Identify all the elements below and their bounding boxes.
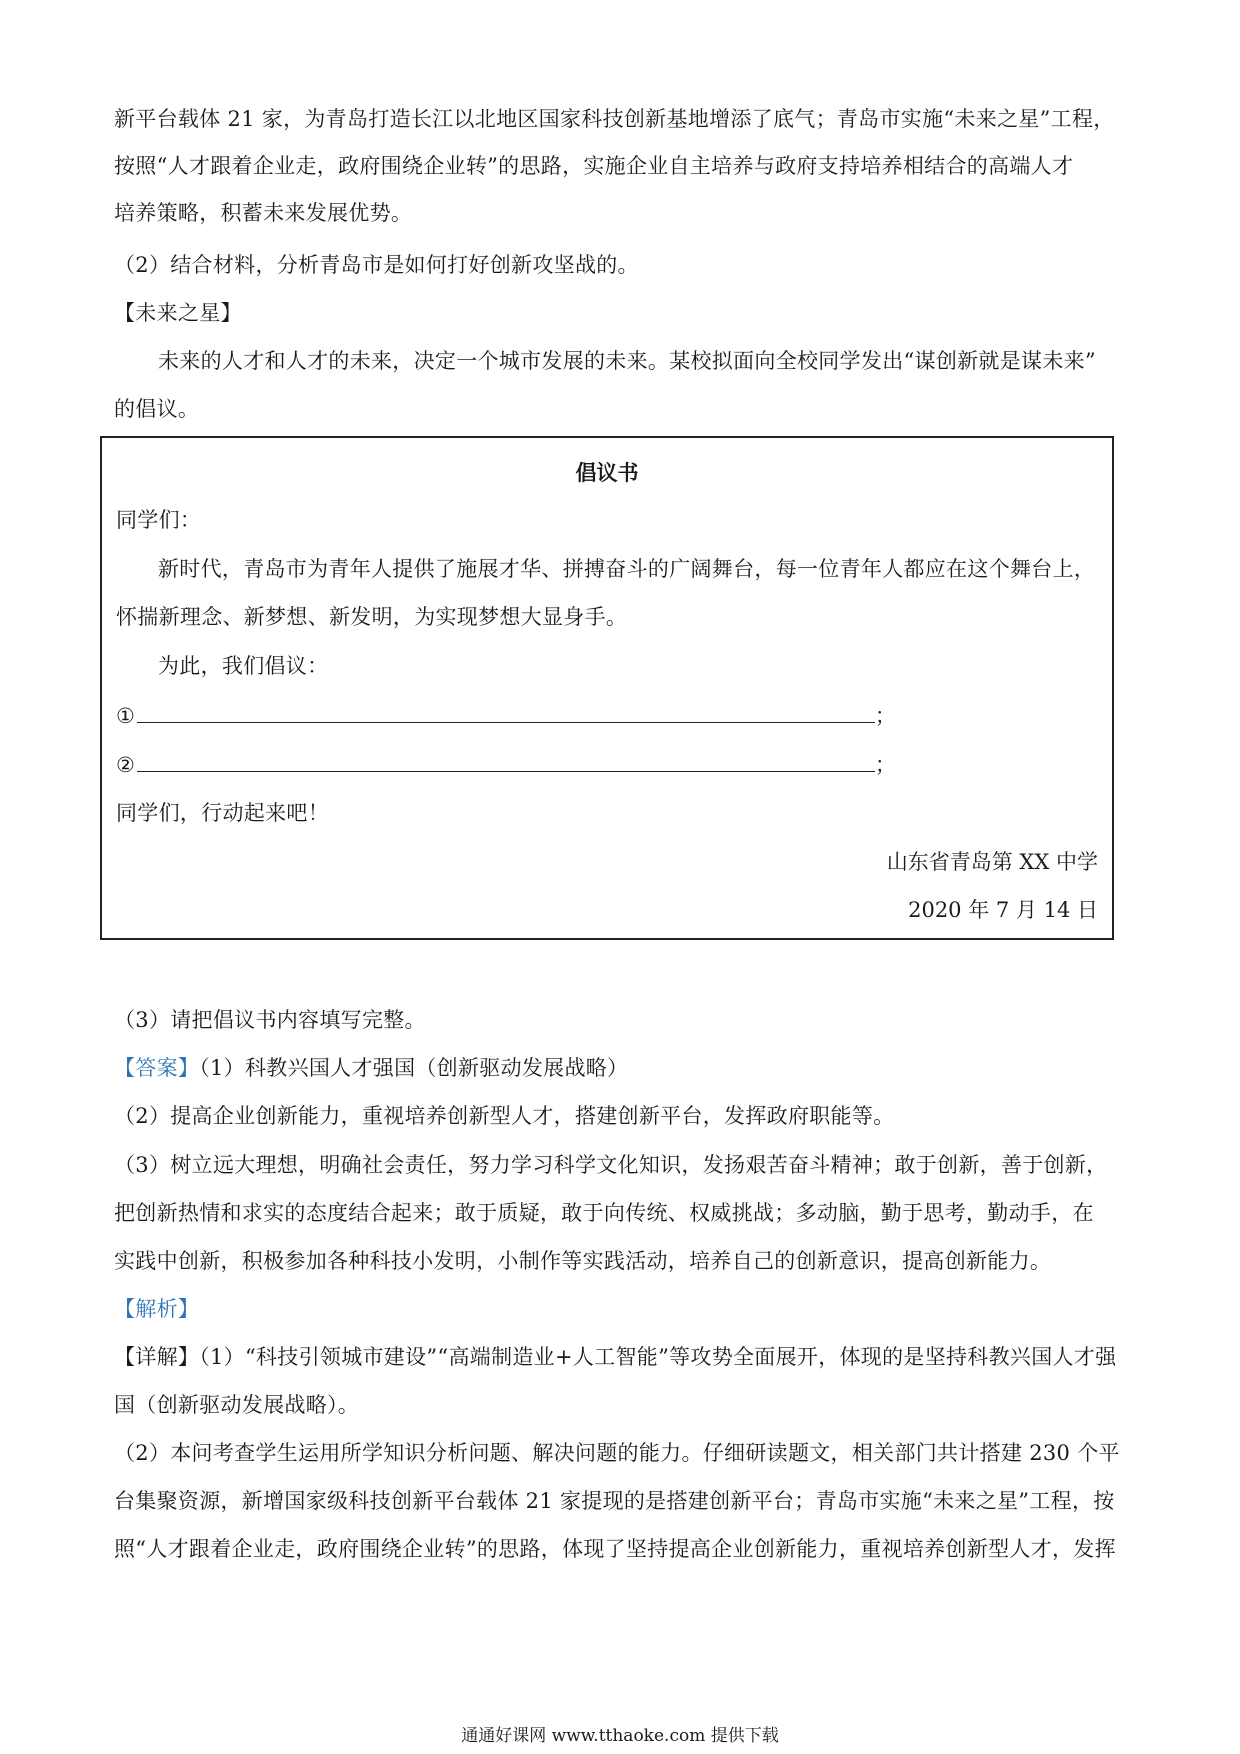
proposal-box — [100, 436, 1114, 940]
proposal-signer: 山东省青岛第 XX 中学 — [886, 850, 1098, 874]
future-star-heading: 【未来之星】 — [114, 301, 242, 325]
proposal-blank-2 — [116, 749, 896, 780]
proposal-body-2: 怀揣新理念、新梦想、新发明，为实现梦想大显身手。 — [116, 605, 628, 629]
proposal-body-1: 新时代，青岛市为青年人提供了施展才华、拼搏奋斗的广阔舞台，每一位青年人都应在这个舞台上， — [158, 557, 1096, 581]
blank-underline — [137, 700, 875, 723]
proposal-lead: 为此，我们倡议： — [158, 654, 329, 678]
answer-1 — [114, 1053, 1134, 1083]
detail-1-text: （1）“科技引领城市建设”“高端制造业+人工智能”等攻势全面展开，体现的是坚持科教兴国人才强 — [199, 1345, 1117, 1369]
blank-end: ； — [874, 753, 896, 777]
proposal-date: 2020 年 7 月 14 日 — [908, 898, 1098, 922]
detail-1-line-1 — [114, 1342, 1134, 1372]
page-footer: 通通好课网 www.tthaoke.com 提供下载 — [461, 1726, 779, 1746]
proposal-greeting: 同学们： — [116, 508, 202, 532]
blank-end: ； — [874, 704, 896, 728]
detail-2-line-2: 台集聚资源，新增国家级科技创新平台载体 21 家提现的是搭建创新平台；青岛市实施“未来之星”工程，按 — [114, 1489, 1115, 1513]
blank-underline — [137, 749, 875, 772]
proposal-closing: 同学们，行动起来吧！ — [116, 801, 329, 825]
answer-3-line-3: 实践中创新，积极参加各种科技小发明，小制作等实践活动，培养自己的创新意识，提高创新能力。 — [114, 1249, 1052, 1273]
detail-1-line-2: 国（创新驱动发展战略）。 — [114, 1393, 360, 1417]
answer-3-line-2: 把创新热情和求实的态度结合起来；敢于质疑，敢于向传统、权威挑战；多动脑，勤于思考，勤动手，在 — [114, 1201, 1094, 1225]
question-3: （3）请把倡议书内容填写完整。 — [114, 1008, 426, 1032]
blank-marker: ② — [116, 753, 135, 777]
future-star-text-2: 的倡议。 — [114, 397, 200, 421]
blank-marker: ① — [116, 704, 135, 728]
material-line-2: 按照“人才跟着企业走，政府围绕企业转”的思路，实施企业自主培养与政府支持培养相结合的高端人才 — [114, 154, 1074, 178]
answer-1-text: （1）科教兴国人才强国（创新驱动发展战略） — [199, 1056, 629, 1080]
analysis-label: 【解析】 — [114, 1297, 200, 1321]
answer-2: （2）提高企业创新能力，重视培养创新型人才，搭建创新平台，发挥政府职能等。 — [114, 1104, 895, 1128]
proposal-title: 倡议书 — [575, 460, 639, 485]
detail-2-line-1: （2）本问考查学生运用所学知识分析问题、解决问题的能力。仔细研读题文，相关部门共计搭建 230 个平 — [114, 1441, 1120, 1465]
answer-label: 【答案】 — [114, 1056, 200, 1080]
material-line-1: 新平台载体 21 家，为青岛打造长江以北地区国家科技创新基地增添了底气；青岛市实施“未来之星”工程， — [114, 107, 1115, 131]
answer-3-line-1: （3）树立远大理想，明确社会责任，努力学习科学文化知识，发扬艰苦奋斗精神；敢于创新，善于创新， — [114, 1153, 1108, 1177]
detail-2-line-3: 照“人才跟着企业走，政府围绕企业转”的思路，体现了坚持提高企业创新能力，重视培养创新型人才，发挥 — [114, 1537, 1116, 1561]
proposal-blank-1 — [116, 700, 896, 731]
question-2: （2）结合材料，分析青岛市是如何打好创新攻坚战的。 — [114, 253, 639, 277]
material-line-3: 培养策略，积蓄未来发展优势。 — [114, 201, 413, 225]
detail-label: 【详解】 — [114, 1345, 200, 1369]
future-star-text-1: 未来的人才和人才的未来，决定一个城市发展的未来。某校拟面向全校同学发出“谋创新就是谋未来” — [158, 349, 1096, 373]
